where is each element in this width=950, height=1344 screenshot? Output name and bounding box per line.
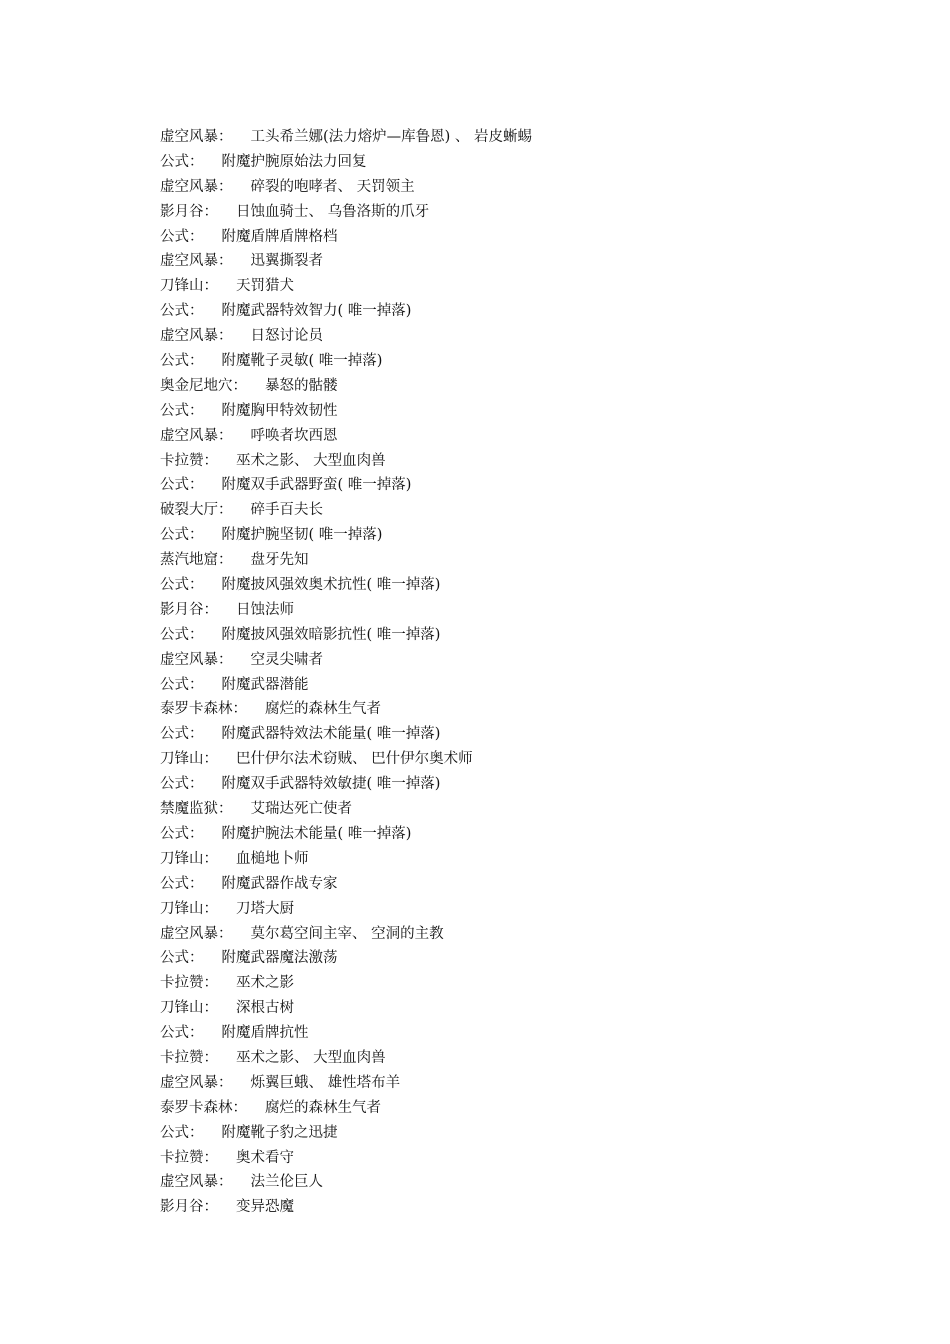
document-line (160, 946, 860, 971)
line-value: 日蚀法师 (236, 601, 294, 618)
line-label: 虚空风暴： (160, 1174, 233, 1191)
document-line (160, 324, 860, 349)
line-value: 附魔盾牌盾牌格档 (221, 228, 338, 245)
line-label: 刀锋山： (160, 900, 218, 917)
line-label: 公式： (160, 676, 204, 693)
line-label: 公式： (160, 153, 204, 170)
document-line (160, 200, 860, 225)
document-line (160, 249, 860, 274)
line-label: 公式： (160, 1124, 204, 1141)
line-value: 附魔胸甲特效韧性 (221, 402, 338, 419)
line-label: 禁魔监狱： (160, 801, 233, 818)
document-line (160, 1071, 860, 1096)
line-value: 莫尔葛空间主宰、 空洞的主教 (250, 925, 444, 942)
document-line (160, 897, 860, 922)
line-value: 天罚猎犬 (236, 278, 294, 295)
line-value: 附魔武器特效法术能量( 唯一掉落) (221, 726, 441, 743)
line-label: 卡拉赞： (160, 1049, 218, 1066)
line-label: 卡拉赞： (160, 452, 218, 469)
line-value: 附魔靴子豹之迅捷 (221, 1124, 338, 1141)
line-label: 虚空风暴： (160, 1074, 233, 1091)
line-value: 呼唤者坎西恩 (250, 427, 338, 444)
line-value: 空灵尖啸者 (250, 651, 323, 668)
line-label: 公式： (160, 626, 204, 643)
line-value: 碎裂的咆哮者、 天罚领主 (250, 178, 415, 195)
line-value: 附魔武器魔法激荡 (221, 950, 338, 967)
document-line (160, 648, 860, 673)
line-label: 刀锋山： (160, 850, 218, 867)
line-value: 巫术之影 (236, 975, 294, 992)
line-label: 虚空风暴： (160, 253, 233, 270)
document-line (160, 872, 860, 897)
line-value: 巫术之影、 大型血肉兽 (236, 1049, 386, 1066)
document-line (160, 523, 860, 548)
line-label: 虚空风暴： (160, 129, 233, 145)
line-value: 巴什伊尔法术窃贼、 巴什伊尔奥术师 (236, 751, 473, 768)
line-value: 腐烂的森林生气者 (265, 1099, 381, 1116)
line-label: 公式： (160, 303, 204, 320)
document-line (160, 424, 860, 449)
line-label: 虚空风暴： (160, 925, 233, 942)
document-line (160, 772, 860, 797)
document-line (160, 1146, 860, 1171)
document-line (160, 125, 860, 150)
line-label: 公式： (160, 875, 204, 892)
document-line (160, 374, 860, 399)
document-line (160, 922, 860, 947)
line-label: 影月谷： (160, 203, 218, 220)
document-line (160, 449, 860, 474)
document-line (160, 1096, 860, 1121)
line-value: 法兰伦巨人 (250, 1174, 323, 1191)
line-label: 泰罗卡森林： (160, 1099, 247, 1116)
line-value: 奥术看守 (236, 1149, 294, 1166)
line-label: 蒸汽地窟： (160, 552, 233, 569)
document-line (160, 673, 860, 698)
line-value: 附魔护腕原始法力回复 (221, 153, 367, 170)
line-value: 日蚀血骑士、 乌鲁洛斯的爪牙 (236, 203, 430, 220)
document-line (160, 175, 860, 200)
line-label: 刀锋山： (160, 1000, 218, 1017)
line-value: 迅翼撕裂者 (250, 253, 323, 270)
document-line (160, 747, 860, 772)
document-line (160, 299, 860, 324)
line-label: 公式： (160, 577, 204, 594)
line-label: 卡拉赞： (160, 1149, 218, 1166)
line-value: 附魔武器特效智力( 唯一掉落) (221, 303, 412, 320)
line-value: 盘牙先知 (250, 552, 309, 569)
document-line (160, 996, 860, 1021)
line-value: 附魔护腕法术能量( 唯一掉落) (221, 825, 412, 842)
line-label: 虚空风暴： (160, 328, 233, 345)
line-value: 深根古树 (236, 1000, 294, 1017)
line-label: 泰罗卡森林： (160, 701, 247, 718)
line-value: 附魔披风强效暗影抗性( 唯一掉落) (221, 626, 441, 643)
line-value: 刀塔大厨 (236, 900, 294, 917)
line-label: 公式： (160, 825, 204, 842)
document-line (160, 498, 860, 523)
line-label: 破裂大厅： (160, 502, 233, 519)
line-value: 巫术之影、 大型血肉兽 (236, 452, 386, 469)
document-line (160, 548, 860, 573)
document-line (160, 1121, 860, 1146)
line-label: 公式： (160, 527, 204, 544)
document-line (160, 971, 860, 996)
document-line (160, 847, 860, 872)
line-label: 刀锋山： (160, 278, 218, 295)
line-value: 烁翼巨蛾、 雄性塔布羊 (250, 1074, 401, 1091)
line-value: 附魔双手武器野蛮( 唯一掉落) (221, 477, 412, 494)
line-label: 虚空风暴： (160, 178, 233, 195)
line-label: 刀锋山： (160, 751, 218, 768)
document-line (160, 399, 860, 424)
line-value: 腐烂的森林生气者 (265, 701, 381, 718)
document-line (160, 623, 860, 648)
line-value: 附魔双手武器特效敏捷( 唯一掉落) (221, 776, 441, 793)
document-line (160, 598, 860, 623)
line-value: 艾瑞达死亡使者 (250, 801, 352, 818)
line-label: 虚空风暴： (160, 427, 233, 444)
document-line (160, 722, 860, 747)
line-value: 工头希兰娜(法力熔炉—库鲁恩) 、 岩皮蜥蜴 (250, 129, 533, 145)
line-label: 卡拉赞： (160, 975, 218, 992)
line-value: 附魔武器潜能 (221, 676, 309, 693)
document-line (160, 150, 860, 175)
line-label: 公式： (160, 726, 204, 743)
line-value: 碎手百夫长 (250, 502, 323, 519)
document-line (160, 274, 860, 299)
document-line (160, 473, 860, 498)
line-label: 公式： (160, 1025, 204, 1042)
line-value: 暴怒的骷髅 (265, 377, 338, 394)
document-line (160, 349, 860, 374)
line-label: 公式： (160, 353, 204, 370)
document-line (160, 1195, 860, 1220)
document-line (160, 225, 860, 250)
document-line (160, 1170, 860, 1195)
line-value: 附魔靴子灵敏( 唯一掉落) (221, 353, 383, 370)
line-label: 影月谷： (160, 601, 218, 618)
line-label: 影月谷： (160, 1199, 218, 1216)
line-label: 公式： (160, 402, 204, 419)
line-label: 奥金尼地穴： (160, 377, 247, 394)
line-value: 附魔披风强效奥术抗性( 唯一掉落) (221, 577, 441, 594)
line-value: 附魔护腕坚韧( 唯一掉落) (221, 527, 383, 544)
line-value: 附魔盾牌抗性 (221, 1025, 309, 1042)
line-value: 变异恐魔 (236, 1199, 294, 1216)
document-line (160, 573, 860, 598)
line-value: 日怒讨论员 (250, 328, 323, 345)
document-line (160, 1021, 860, 1046)
document-line (160, 797, 860, 822)
line-label: 公式： (160, 776, 204, 793)
line-label: 公式： (160, 950, 204, 967)
document-lines (160, 125, 860, 1220)
line-label: 公式： (160, 228, 204, 245)
line-value: 血槌地卜师 (236, 850, 309, 867)
line-label: 虚空风暴： (160, 651, 233, 668)
document-line (160, 697, 860, 722)
document-line (160, 822, 860, 847)
document-line (160, 1046, 860, 1071)
line-label: 公式： (160, 477, 204, 494)
line-value: 附魔武器作战专家 (221, 875, 338, 892)
